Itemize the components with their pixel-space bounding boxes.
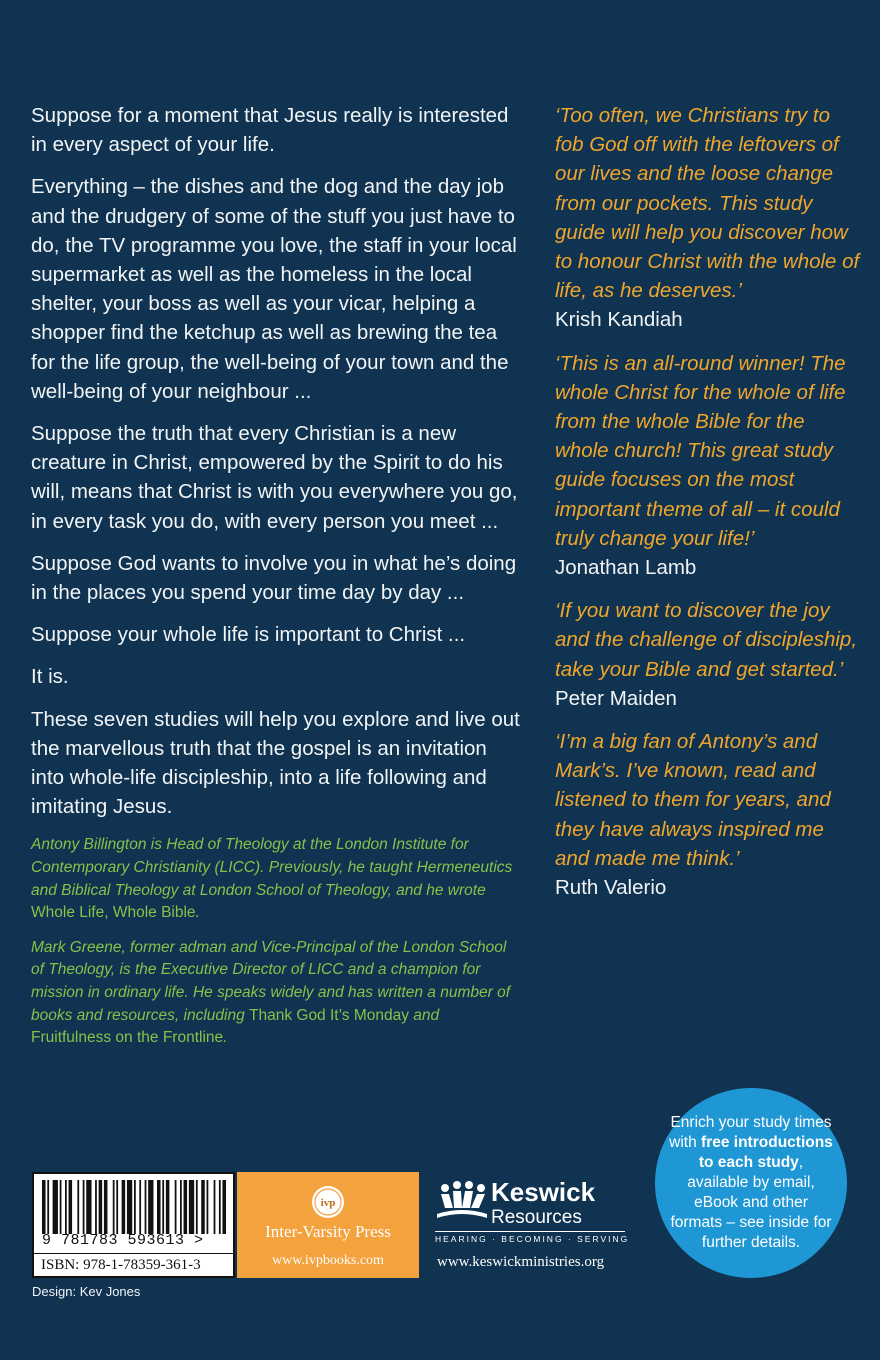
- blurb-paragraph-7: These seven studies will help you explore and live out the marvellous truth that the gospel is an invitation into whole-life discipleship, into a life following and imitating Jesus.: [31, 707, 520, 819]
- bio-billington-end: .: [195, 904, 200, 922]
- endorsement-quote: ‘This is an all-round winner! The whole Christ for the whole of life from the whole Bible for the whole church! This great study guide focuses on the most important theme of all – it could truly change your life!’: [555, 351, 846, 550]
- bio-billington: [31, 834, 521, 924]
- blurb-paragraph-5: Suppose your whole life is important to Christ ...: [31, 623, 466, 647]
- bio-greene: [31, 937, 521, 1050]
- barcode-bar: [139, 1180, 141, 1234]
- bio-greene-and: and: [408, 1006, 440, 1024]
- barcode-bar: [196, 1180, 198, 1234]
- bio-billington-book: Whole Life, Whole Bible: [31, 904, 196, 922]
- barcode-bar: [134, 1180, 136, 1234]
- endorsement-quote: ‘If you want to discover the joy and the challenge of discipleship, take your Bible and get started.’: [555, 599, 858, 681]
- ivp-logo-icon: [309, 1184, 347, 1220]
- barcode-bar: [148, 1180, 153, 1234]
- keswick-logo-icon: [435, 1178, 489, 1222]
- bio-greene-book-2: Fruitfulness on the Frontline: [31, 1029, 224, 1047]
- barcode-bar: [99, 1180, 103, 1234]
- barcode-bar: [83, 1180, 85, 1234]
- barcode-bar: [157, 1180, 161, 1234]
- barcode-bar: [219, 1180, 221, 1234]
- endorsement-author: Jonathan Lamb: [555, 556, 697, 580]
- barcode-bars: [42, 1180, 226, 1234]
- endorsement-author: Peter Maiden: [555, 686, 677, 710]
- barcode-bar: [95, 1180, 97, 1234]
- barcode-bar: [207, 1180, 209, 1234]
- barcode-bar: [53, 1180, 58, 1234]
- keswick-block: [433, 1176, 633, 1276]
- promo-text: [667, 1113, 835, 1253]
- barcode-bar: [222, 1180, 226, 1234]
- ivp-publisher-block: [237, 1172, 419, 1278]
- barcode-bar: [214, 1180, 216, 1234]
- bio-billington-text: Antony Billington is Head of Theology at the London Institute for Contemporary Christianity (LICC). Previously, he taught Hermeneutics and Biblical Theology at London School of Theology, and he wrote: [31, 836, 513, 899]
- barcode-bar: [127, 1180, 132, 1234]
- endorsement-quote: ‘I’m a big fan of Antony’s and Mark’s. I’ve known, read and listened to them for years, and they have always inspired me and made me think.’: [555, 730, 831, 870]
- keswick-tagline: HEARING · BECOMING · SERVING: [435, 1234, 630, 1244]
- endorsement: [555, 101, 860, 335]
- barcode-bar: [162, 1180, 164, 1234]
- barcode-bar: [201, 1180, 205, 1234]
- endorsement-author: Ruth Valerio: [555, 876, 667, 900]
- barcode-bar: [184, 1180, 188, 1234]
- blurb-paragraph-6: It is.: [31, 665, 69, 689]
- barcode-bar: [145, 1180, 147, 1234]
- barcode-bar: [122, 1180, 126, 1234]
- endorsement: [555, 727, 860, 902]
- barcode-bar: [116, 1180, 118, 1234]
- ivp-logo-text: ivp: [320, 1197, 336, 1209]
- promo-text-b: , available by email, eBook and other formats – see inside for further details.: [670, 1154, 832, 1251]
- barcode-bar: [42, 1180, 46, 1234]
- endorsements-column: [555, 101, 860, 916]
- keswick-title: Keswick: [491, 1177, 596, 1207]
- promo-text-bold: free introductions to each study: [698, 1134, 833, 1171]
- endorsement: [555, 349, 860, 583]
- keswick-website: www.keswickministries.org: [437, 1254, 605, 1270]
- blurb-paragraph-4: Suppose God wants to involve you in what he’s doing in the places you spend your time day by day ...: [31, 551, 517, 605]
- ivp-name: Inter-Varsity Press: [265, 1222, 391, 1241]
- keswick-subtitle: Resources: [491, 1207, 582, 1228]
- barcode-number: 9 781783 593613 >: [42, 1232, 204, 1249]
- keswick-divider: [435, 1231, 625, 1232]
- blurb-column: [31, 101, 521, 1062]
- endorsement: [555, 596, 860, 713]
- blurb-paragraph-2: Everything – the dishes and the dog and the day job and the drudgery of some of the stuff you just have to do, the TV programme you love, the staff in your local supermarket as well as the homeless in the local shelter, your boss as well as your vicar, helping a shopper find the ketchup as well as brewing the tea for the life group, the well-being of your town and the well-being of your neighbour ...: [31, 175, 517, 403]
- barcode-bar: [175, 1180, 177, 1234]
- barcode-bar: [86, 1180, 91, 1234]
- barcode-bar: [69, 1180, 73, 1234]
- barcode-bar: [113, 1180, 115, 1234]
- author-bios: [31, 834, 521, 1049]
- barcode-bar: [180, 1180, 182, 1234]
- barcode-bar: [47, 1180, 49, 1234]
- endorsement-quote: ‘Too often, we Christians try to fob God off with the leftovers of our lives and the loose change from our pockets. This study guide will help you discover how to honour Christ with the whole of life, as he deserves.’: [555, 104, 860, 303]
- barcode-bar: [104, 1180, 108, 1234]
- isbn-barcode: [32, 1172, 235, 1278]
- barcode-bar: [77, 1180, 79, 1234]
- bio-greene-book-1: Thank God It’s Monday: [249, 1006, 409, 1024]
- promo-text-a: Enrich your study times with: [669, 1114, 832, 1151]
- barcode-bar: [166, 1180, 170, 1234]
- promo-circle: [655, 1088, 847, 1278]
- bio-greene-end: .: [223, 1029, 228, 1047]
- blurb-paragraph-3: Suppose the truth that every Christian is a new creature in Christ, empowered by the Spirit to do his will, means that Christ is with you everywhere you go, in every task you do, with every person you meet ...: [31, 422, 518, 533]
- ivp-website: www.ivpbooks.com: [272, 1253, 384, 1268]
- barcode-bar: [60, 1180, 62, 1234]
- isbn-label: ISBN: 978-1-78359-361-3: [34, 1253, 233, 1276]
- barcode-bar: [189, 1180, 194, 1234]
- blurb-paragraph-1: Suppose for a moment that Jesus really is interested in every aspect of your life.: [31, 104, 509, 157]
- barcode-bar: [65, 1180, 67, 1234]
- design-credit: Design: Kev Jones: [32, 1284, 141, 1299]
- endorsement-author: Krish Kandiah: [555, 308, 683, 332]
- bio-greene-text: Mark Greene, former adman and Vice-Principal of the London School of Theology, is the Executive Director of LICC and a champion for mission in ordinary life. He speaks widely and has written a number of books and resources, including: [31, 938, 511, 1024]
